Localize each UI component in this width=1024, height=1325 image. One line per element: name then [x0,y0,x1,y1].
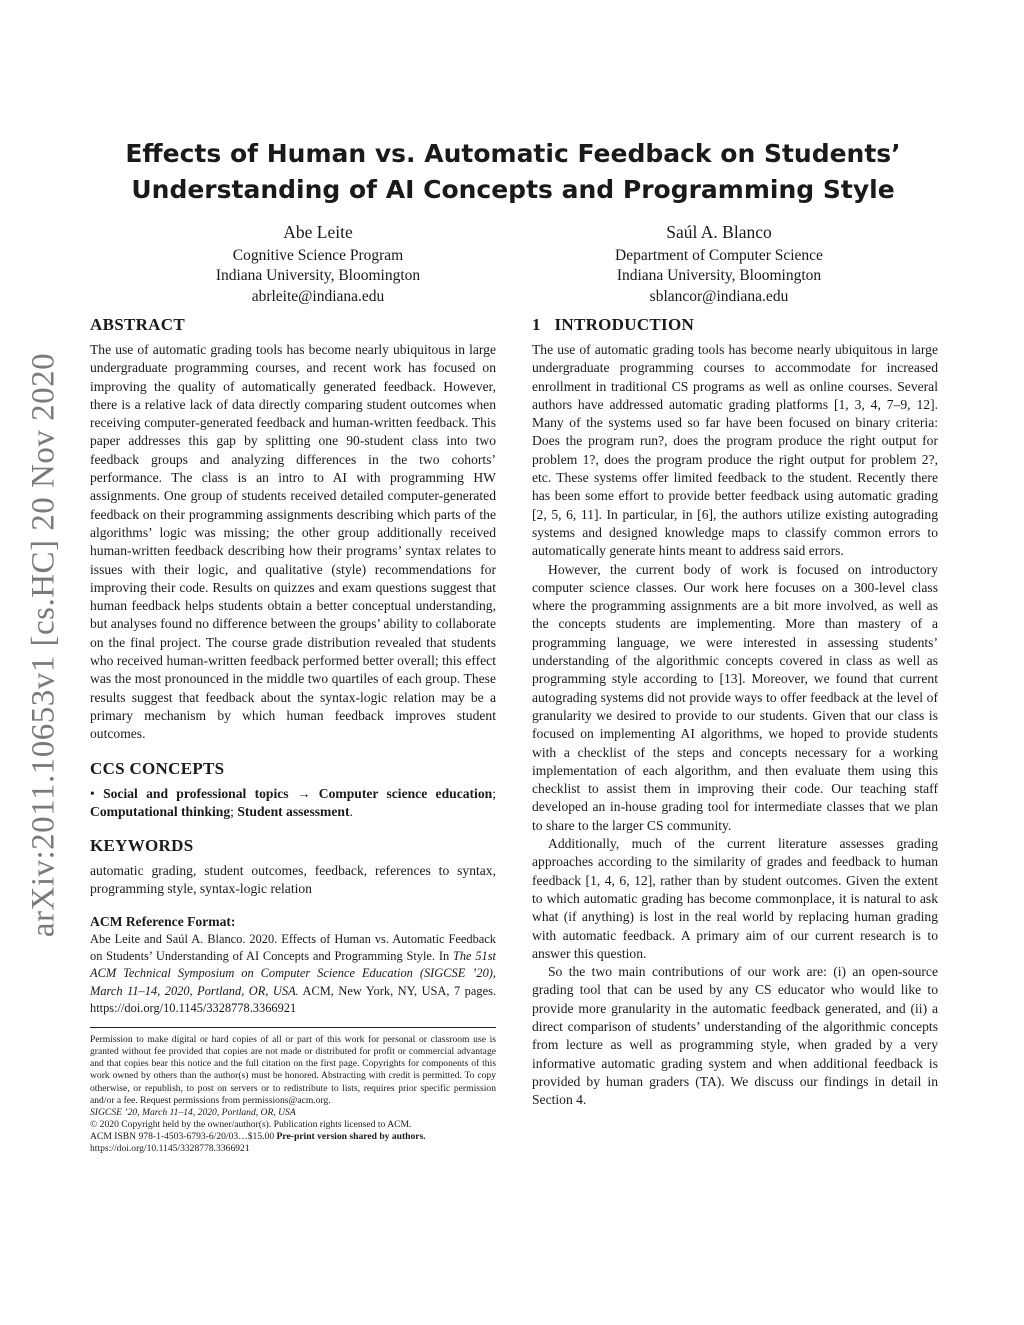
ccs-item: Computational thinking [90,803,231,819]
author-block-2 [569,222,869,307]
keywords-section [90,835,496,899]
author-university: Indiana University, Bloomington [215,267,421,284]
isbn-text: ACM ISBN 978-1-4503-6793-6/20/03…$15.00 [90,1130,277,1142]
ccs-item: Computer science education [318,785,493,801]
ccs-separator: ; [230,803,238,819]
author-dept: Cognitive Science Program [232,246,404,264]
paper-title [90,136,936,208]
reference-venue: The 51st ACM Technical Symposium on Computer Science Education (SIGCSE ’20), March 11–14, 2020, Portland, OR, USA. [90,949,496,998]
intro-paragraph-2: However, the current body of work is focused on introductory computer science classes. Our work here focuses on a 300-level class where the programming assignments are a bit more involved, as well as the concepts students are implementing. More than mastery of a programming language, we were interested in assessing students’ understanding of the algorithmic concepts covered in class as well as programming style according to [13]. Moreover, we found that current autograding systems did not provide ways to offer feedback at the level of granularity we desired to provide to our students. Given that our class is focused on implementing AI algorithms, we hoped to provide students with a checklist of the steps and concepts necessary for a working implementation of each algorithm, and then evaluate them using this checklist to assist them in improving their code. Our teaching staff developed an in-house grading tool for intermediate classes that we plan to share to the larger CS community. [532,561,938,833]
doi-link[interactable]: https://doi.org/10.1145/3328778.3366921 [90,1143,250,1155]
acm-reference-text [90,931,496,1017]
author-block-1 [168,222,468,307]
ccs-heading: CCS CONCEPTS [90,758,225,778]
reference-authors: Abe Leite and Saúl A. Blanco. 2020. Effects of Human vs. Automatic Feedback on Students’ Understanding of AI Concepts and Programming Style. In [90,931,496,964]
ccs-bullet: • [90,785,95,801]
divider [90,1027,496,1028]
author-name: Abe Leite [283,222,353,242]
author-email: sblancor@indiana.edu [649,287,789,305]
isbn-line [90,1131,496,1143]
title-line-1: Effects of Human vs. Automatic Feedback on Students’ [125,139,901,168]
copyright-line: © 2020 Copyright held by the owner/author(s). Publication rights licensed to ACM. [90,1118,412,1130]
title-line-2: Understanding of AI Concepts and Programming Style [131,175,895,204]
permission-text: Permission to make digital or hard copies of all or part of this work for personal or classroom use is granted without fee provided that copies are not made or distributed for profit or commercial advantage and that copies bear this notice and the full citation on the first page. Copyrights for components of this work owned by others than the author(s) must be honored. Abstracting with credit is permitted. To copy otherwise, or republish, to post on servers or to redistribute to lists, requires prior specific permission and/or a fee. Request permissions from permissions@acm.org. [90,1034,496,1106]
arxiv-stamp-text: arXiv:2011.10653v1 [cs.HC] 20 Nov 2020 [25,352,62,938]
ccs-topic: Social and professional topics [103,785,289,801]
arrow-icon: → [296,785,311,801]
conference-name: SIGCSE ’20, March 11–14, 2020, Portland, OR, USA [90,1106,296,1118]
ccs-separator: ; [492,785,496,801]
author-dept: Department of Computer Science [615,246,823,264]
permission-block [90,1034,496,1155]
right-column [532,314,938,1109]
intro-paragraph-1: The use of automatic grading tools has become nearly ubiquitous in large undergraduate programming courses to accommodate for increased enrollment in traditional CS programs as well as online courses. Several authors have addressed automatic grading platforms [1, 3, 4, 7–9, 12]. Many of the systems used so far have been focused on binary criteria: Does the program run?, does the program produce the right output for problem 1?, does the program produce the right output for problem 2?, etc. These systems offer limited feedback to the student. Recently there has been some effort to provide better feedback using automatic grading [2, 5, 6, 11]. In particular, in [6], the authors utilize existing autograding systems and designed knowledge maps to classify common errors to automatically generate hints meant to address said errors. [532,342,938,559]
ccs-text [90,785,496,822]
keywords-text: automatic grading, student outcomes, feedback, references to syntax, programming style, syntax-logic relation [90,863,496,897]
left-column [90,314,496,1155]
abstract-heading: ABSTRACT [90,315,185,334]
ccs-item: Student assessment [237,803,350,819]
keywords-heading: KEYWORDS [90,836,194,856]
ccs-section [90,758,496,822]
author-name: Saúl A. Blanco [666,222,772,242]
preprint-notice: Pre-print version shared by authors. [276,1130,426,1142]
arxiv-stamp [20,345,68,945]
author-email: abrleite@indiana.edu [251,287,385,305]
ccs-end: . [349,803,353,819]
author-university: Indiana University, Bloomington [616,267,822,284]
abstract-text: The use of automatic grading tools has become nearly ubiquitous in large undergraduate programming courses, and recent work has focused on improving the quality of automatically generated feedback. However, there is a relative lack of data directly comparing student outcomes when receiving computer-generated feedback and human-written feedback. This paper addresses this gap by splitting one 90-student class into two feedback groups and analyzing differences in the two cohorts’ performance. The class is an intro to AI with programming HW assignments. One group of students received detailed computer-generated feedback on their programming assignments describing which parts of the algorithms’ logic was missing; the other group additionally received human-written feedback describing how their programs’ syntax relates to issues with their logic, and qualitative (style) recommendations for improving their code. Results on quizzes and exam questions suggest that human feedback helps students obtain a better conceptual understanding, but analyses found no difference between the groups’ ability to collaborate on the final project. The course grade distribution revealed that students who received human-written feedback performed better overall; this effect was the most pronounced in the middle two quartiles of each group. These results suggest that feedback about the syntax-logic relation may be a primary mechanism by which human feedback improves student outcomes. [90,342,496,742]
intro-paragraph-3: Additionally, much of the current literature assesses grading approaches according to the similarity of grades and feedback to human feedback [1, 4, 6, 12], rather than by student outcomes. Given the extent to which automatic grading has become commonplace, it is natural to ask what (if anything) is lost in the real world by replacing human grading with automatic feedback. A primary aim of our current research is to answer this question. [532,836,938,961]
acm-reference-heading: ACM Reference Format: [90,913,236,929]
reference-publisher: ACM, New York, NY, USA, 7 pages. https://doi.org/10.1145/3328778.3366921 [90,983,496,1015]
introduction-heading: 1 INTRODUCTION [532,315,695,334]
conference-line [90,1107,496,1119]
intro-paragraph-4: So the two main contributions of our work are: (i) an open-source grading tool that can be used by any CS educator who would like to provide more granularity in the automatic feedback generated, and (ii) a direct comparison of students’ understanding of the algorithmic concepts from lecture as well as programming style, when graded by a very informative automatic grading system and when additional feedback is provided by human graders (TA). We discuss our findings in detail in Section 4. [532,964,938,1108]
